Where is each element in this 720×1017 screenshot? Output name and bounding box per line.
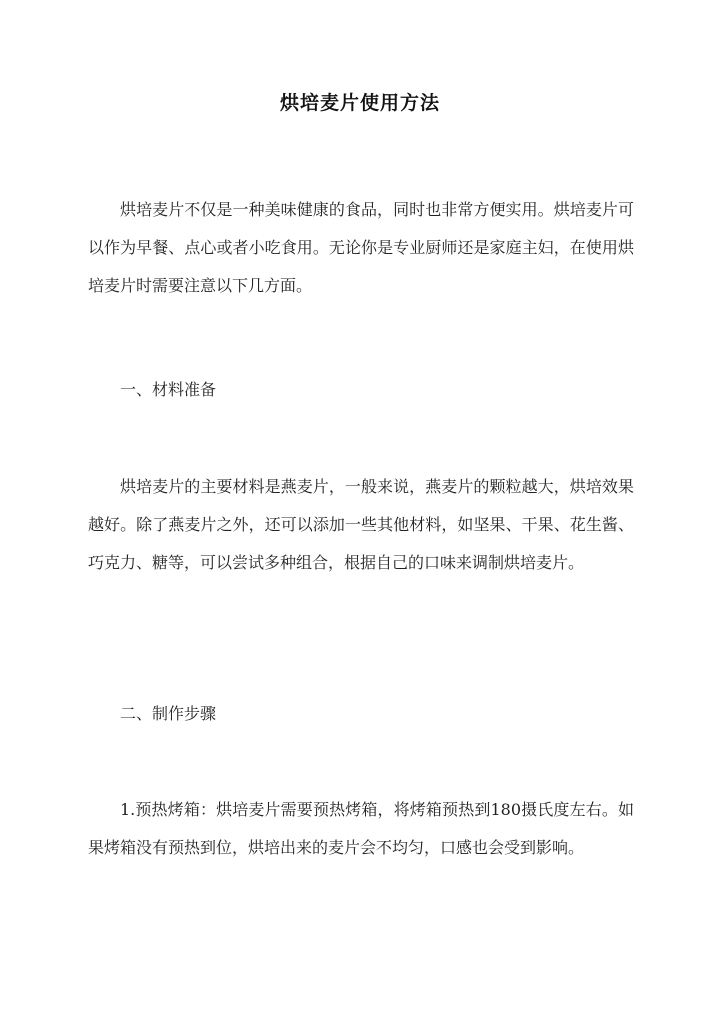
steps-paragraph: 1.预热烤箱：烘培麦片需要预热烤箱，将烤箱预热到180摄氏度左右。如果烤箱没有预热到位，烘培出来的麦片会不均匀，口感也会受到影响。	[88, 800, 634, 857]
section-heading-materials: 一、材料准备	[120, 380, 217, 399]
materials-paragraph: 烘培麦片的主要材料是燕麦片，一般来说，燕麦片的颗粒越大，烘培效果越好。除了燕麦片之外，还可以添加一些其他材料，如坚果、干果、花生酱、巧克力、糖等，可以尝试多种组合，根据自己的口味来调制烘培麦片。	[88, 477, 634, 572]
intro-paragraph: 烘培麦片不仅是一种美味健康的食品，同时也非常方便实用。烘培麦片可以作为早餐、点心或者小吃食用。无论你是专业厨师还是家庭主妇，在使用烘培麦片时需要注意以下几方面。	[88, 200, 634, 295]
document-title: 烘培麦片使用方法	[279, 92, 440, 114]
section-heading-steps: 二、制作步骤	[120, 704, 217, 723]
